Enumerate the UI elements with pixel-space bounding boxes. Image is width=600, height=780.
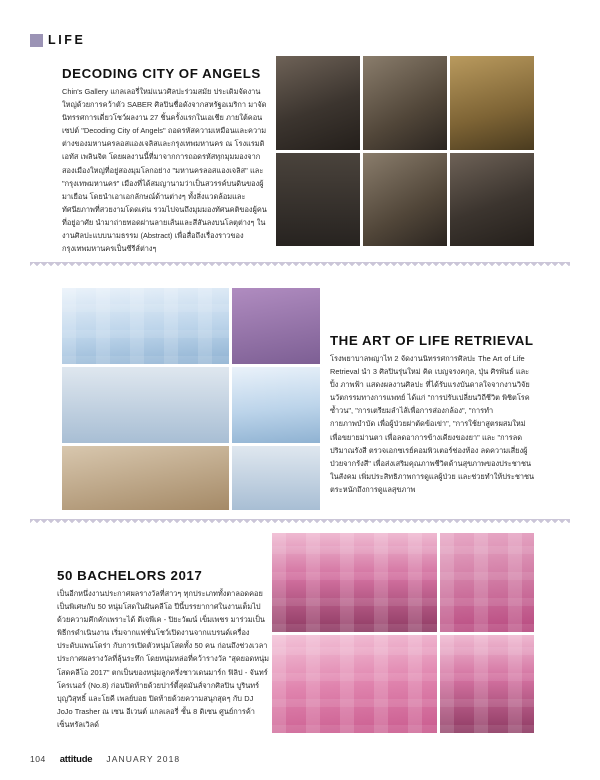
section-label: LIFE: [48, 33, 86, 47]
magazine-masthead: attitude: [59, 754, 93, 765]
article-headline: DECODING CITY OF ANGELS: [62, 66, 261, 81]
event-photo: [440, 533, 534, 632]
article-headline: 50 BACHELORS 2017: [57, 568, 203, 583]
section-marker-icon: [30, 34, 43, 47]
event-photo: [363, 56, 447, 150]
article-headline: THE ART OF LIFE RETRIEVAL: [330, 333, 534, 348]
article-art-of-life-retrieval: [330, 333, 537, 496]
event-photo: [232, 367, 320, 443]
article-decoding-city-of-angels: [62, 66, 267, 255]
event-photo: [363, 153, 447, 247]
event-photo: [232, 288, 320, 364]
photo-collage-art-of-life-retrieval: [62, 288, 320, 510]
photo-collage-decoding-city-of-angels: [276, 56, 534, 246]
issue-date: JANUARY 2018: [106, 754, 181, 764]
event-photo: [232, 446, 320, 510]
photo-collage-50-bachelors: [272, 533, 534, 733]
event-photo: [276, 56, 360, 150]
event-photo: [62, 367, 229, 443]
event-photo: [62, 446, 229, 510]
event-photo: [62, 288, 229, 364]
page-number: 104: [30, 754, 46, 764]
section-divider: [30, 519, 570, 528]
article-body: เป็นอีกหนึ่งงานประกาศผลรางวัลที่สาวๆ ทุกประเภททั้งตาลอดคอยเป็นพิเศษกับ 50 หนุ่มโสดในฝันคลีโอ ปีนี้บรรยากาศในงานเต็มไปด้วยความคึกคักเพราะได้ ดีเจพีเค - ปิยะวัฒน์ เข็มเพชร มาร่วมเป็นพิธีกรดำเนินงาน เริ่มจากแฟชั่นโชว์เปิดงานจากแบรนด์เครื่องประดับแพนโดร่า กับการเปิดตัวหนุ่มโสดทั้ง 50 คน ก่อนถึงช่วงเวลาประกาศผลรางวัลที่ลุ้นระทึก โดยหนุ่มหล่อที่คว้ารางวัล "สุดยอดหนุ่มโสดคลีโอ 2017" ตกเป็นของหนุ่มลูกครึ่งชาวเดนมาร์ก ฟิลิป - จันทร์ โครเนอร์ (No.8) ก่อนปิดท้ายด้วยปาร์ตี้สุดมันส์จากศิลปิน บูรินทร์ บุญวิสุทธิ์ และโยคี เพลย์บอย ปิดท้ายด้วยความสนุกสุดๆ กับ DJ JoJo Trasher ณ เซน อีเวนต์ แกลเลอรี่ ชั้น 8 ดิเซน ศูนย์การค้าเซ็นทรัลเวิลด์: [57, 589, 270, 729]
article-body: โรงพยาบาลพญาไท 2 จัดงานนิทรรศการศิลปะ The Art of Life Retrieval นำ 3 ศิลปินรุ่นใหม่ คิด เบญจรงคกุล, ปุ่น ศิรพันธ์ และ ปิ้ง ภาพฟ้า แสดงผลงานศิลปะ ที่ได้รับแรงบันดาลใจจากงานวิจัยนวัตกรรมทางการแพทย์ ได้แก่ "การปรับเปลี่ยนวิถีชีวิต พิชิตโรคซ้ำวน", "การเตรียมลำไส้เพื่อการส่องกล้อง", "การทำกายภาพบำบัด เพื่อผู้ป่วยผ่าตัดข้อเข่า", "การใช้ยาสูตรผสมใหม่ เพื่อขยายม่านตา เพื่อลดอาการข้างเคียงของยา" และ "การลดปริมาณรังสี ตรวจเอกซเรย์คอมพิวเตอร์ช่องท้อง ลดความเสี่ยงผู้ป่วยจากรังสี" เพื่อส่งเสริมคุณภาพชีวิตด้านสุขภาพของประชาชนในสังคม เพิ่มประสิทธิภาพการดูแลผู้ป่วย และช่วยทำให้ประชาชนตระหนักถึงการดูแลสุขภาพ: [330, 354, 535, 494]
event-photo: [450, 56, 534, 150]
page-footer: [30, 754, 180, 765]
page-header: [30, 33, 85, 47]
article-body: Chin's Gallery แกลเลอรี่ใหม่แนวศิลปะร่วมสมัย ประเดิมจัดงานใหญ่ด้วยการคว้าตัว SABER ศิลปินชื่อดังจากสหรัฐอเมริกา มาจัดนิทรรศการเดี่ยวโชว์ผลงาน 27 ชิ้นครั้งแรกในเอเชีย ภายใต้คอนเซปต์ "Decoding City of Angels" ถอดรหัสความเหมือนและความต่างของมหานครลอสแองเจลิสและกรุงเทพมหานคร ณ โรงแรมดิเอทัส เพลินจิต โดยผลงานนี้ที่มาจากการถอดรหัสทุกมุมมองจากสองเมืองใหญ่ที่อยู่สองมุมโลกอย่าง "มหานครลอสแองเจลิส" และ "กรุงเทพมหานคร" เมืองที่ได้สมญานามว่าเป็นสวรรค์บนดินของผู้มาเยือน โดยนำเอาเอกลักษณ์ด้านต่างๆ ทั้งสิ่งแวดล้อมและทัศนียภาพที่สวยงามโดดเด่น รวมไปจนถึงมุมมองทัศนคติของผู้คนที่อยู่อาศัย นำมาถ่ายทอดผ่านลายเส้นและสีสันลงบนโลตุต่างๆ ในงานศิลปะแบบนามธรรม (Abstract) เพื่อสื่อถึงเรื่องราวของกรุงเทพมหานครเป็นซีรีส์ต่างๆ: [62, 87, 267, 254]
article-50-bachelors-2017: [57, 568, 269, 731]
event-photo: [272, 533, 437, 632]
event-photo: [276, 153, 360, 247]
event-photo: [440, 635, 534, 734]
event-photo: [450, 153, 534, 247]
section-divider: [30, 262, 570, 271]
event-photo: [272, 635, 437, 734]
